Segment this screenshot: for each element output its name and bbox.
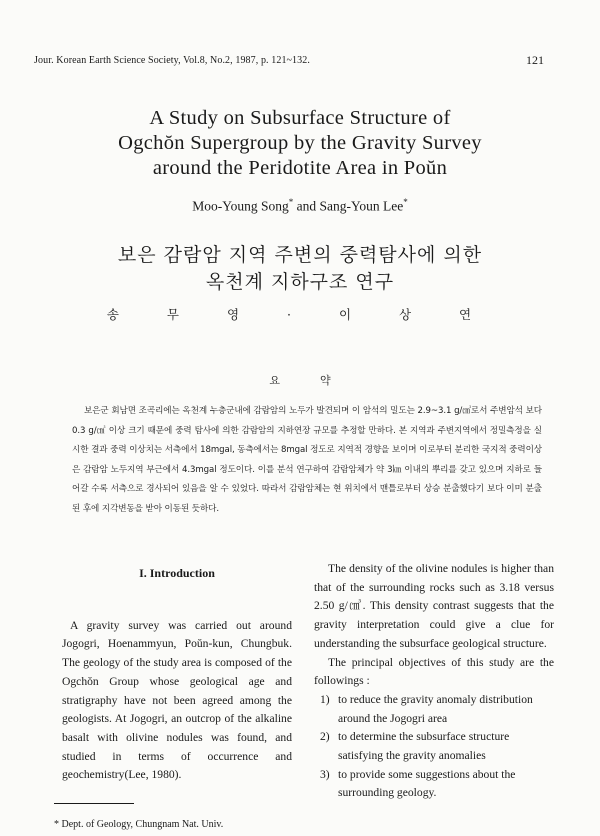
footnote-rule bbox=[54, 803, 134, 804]
english-title-line-2: Ogchŏn Supergroup by the Gravity Survey bbox=[118, 132, 482, 154]
objective-number: 2) bbox=[320, 730, 330, 744]
author-2-name: Sang-Youn Lee bbox=[319, 198, 404, 214]
abstract-body: 보은군 회남면 조곡리에는 옥천계 누층군내에 감람암의 노두가 발견되며 이 암석의 밀도는 2.9~3.1 g/㎤로서 주변암석 보다 0.3 g/㎤ 이상 크기 때문에 중력 탐사에 의한 감람암의 지하연장 규모를 추정할 만하다. 본 지역과 주변지역에서 정밀측정을 실시한 결과 중력 이상치는 서측에서 18mgal, 동측에서는 8mgal 정도로 지역적 경향을 보이며 이로부터 분리한 국지적 중력이상은 감람암 노두지역 부근에서 4.3mgal 정도이다. 이를 분석 연구하여 감람암체가 약 3㎞ 이내의 뿌리를 갖고 있으며 지하로 들어갈 수록 서측으로 경사되어 있음을 알 수 있었다. 따라서 감람암체는 현 위치에서 맨틀로부터 상승 분출했다기 보다 이미 분출된 후에 지각변동을 받아 이동된 듯하다. bbox=[72, 406, 542, 514]
objective-text: to reduce the gravity anomaly distribution around the Jogogri area bbox=[338, 692, 533, 725]
objectives-list bbox=[314, 691, 554, 803]
objective-item bbox=[314, 691, 554, 728]
footnote: * Dept. of Geology, Chungnam Nat. Univ. bbox=[54, 819, 224, 831]
objective-item bbox=[314, 728, 554, 765]
author-conjunction: and bbox=[293, 198, 320, 214]
introduction-paragraph-1: A gravity survey was carried out around Jogogri, Hoenammyun, Poŭn-kun, Chungbuk. The geology of the study area is composed of the Ogchŏn Group whose geological age and stratigraphy have not been agreed among the geologists. At Jogogri, an outcrop of the alkaline basalt with olivine nodules was found, and studied in terms of occurrence and geochemistry(Lee, 1980). bbox=[62, 618, 292, 782]
right-column bbox=[314, 560, 554, 803]
objective-text: to determine the subsurface structure satisfying the gravity anomalies bbox=[338, 730, 510, 763]
objective-number: 1) bbox=[320, 692, 330, 706]
page-number: 121 bbox=[526, 53, 544, 67]
abstract-heading: 요약 bbox=[269, 374, 371, 387]
objective-text: to provide some suggestions about the surrounding geology. bbox=[338, 767, 516, 800]
english-title-line-1: A Study on Subsurface Structure of bbox=[149, 107, 451, 129]
introduction-paragraph-3: The principal objectives of this study are the followings : bbox=[314, 655, 554, 688]
introduction-heading: I. Introduction bbox=[139, 566, 215, 580]
korean-title bbox=[0, 242, 600, 296]
introduction-paragraph-2: The density of the olivine nodules is higher than that of the surrounding rocks such as 3.18 versus 2.50 g/㎤. This density contrast suggests that the gravity interpretation could give a clue for understanding the subsurface geological structure. bbox=[314, 562, 554, 650]
korean-title-line-1: 보은 감람암 지역 주변의 중력탐사에 의한 bbox=[117, 244, 483, 266]
korean-authors: 송 무 영 · 이 상 연 bbox=[106, 307, 494, 322]
english-authors bbox=[0, 197, 600, 215]
author-1-mark: * bbox=[288, 197, 294, 207]
left-column bbox=[54, 560, 292, 835]
objective-number: 3) bbox=[320, 767, 330, 781]
objective-item bbox=[314, 766, 554, 803]
author-2-mark: * bbox=[403, 197, 408, 207]
running-head: Jour. Korean Earth Science Society, Vol.8, No.2, 1987, p. 121~132. bbox=[34, 55, 310, 66]
korean-title-line-2: 옥천계 지하구조 연구 bbox=[205, 271, 395, 293]
english-title bbox=[0, 106, 600, 181]
english-title-line-3: around the Peridotite Area in Poŭn bbox=[152, 157, 448, 179]
author-1-name: Moo-Young Song bbox=[192, 198, 289, 214]
